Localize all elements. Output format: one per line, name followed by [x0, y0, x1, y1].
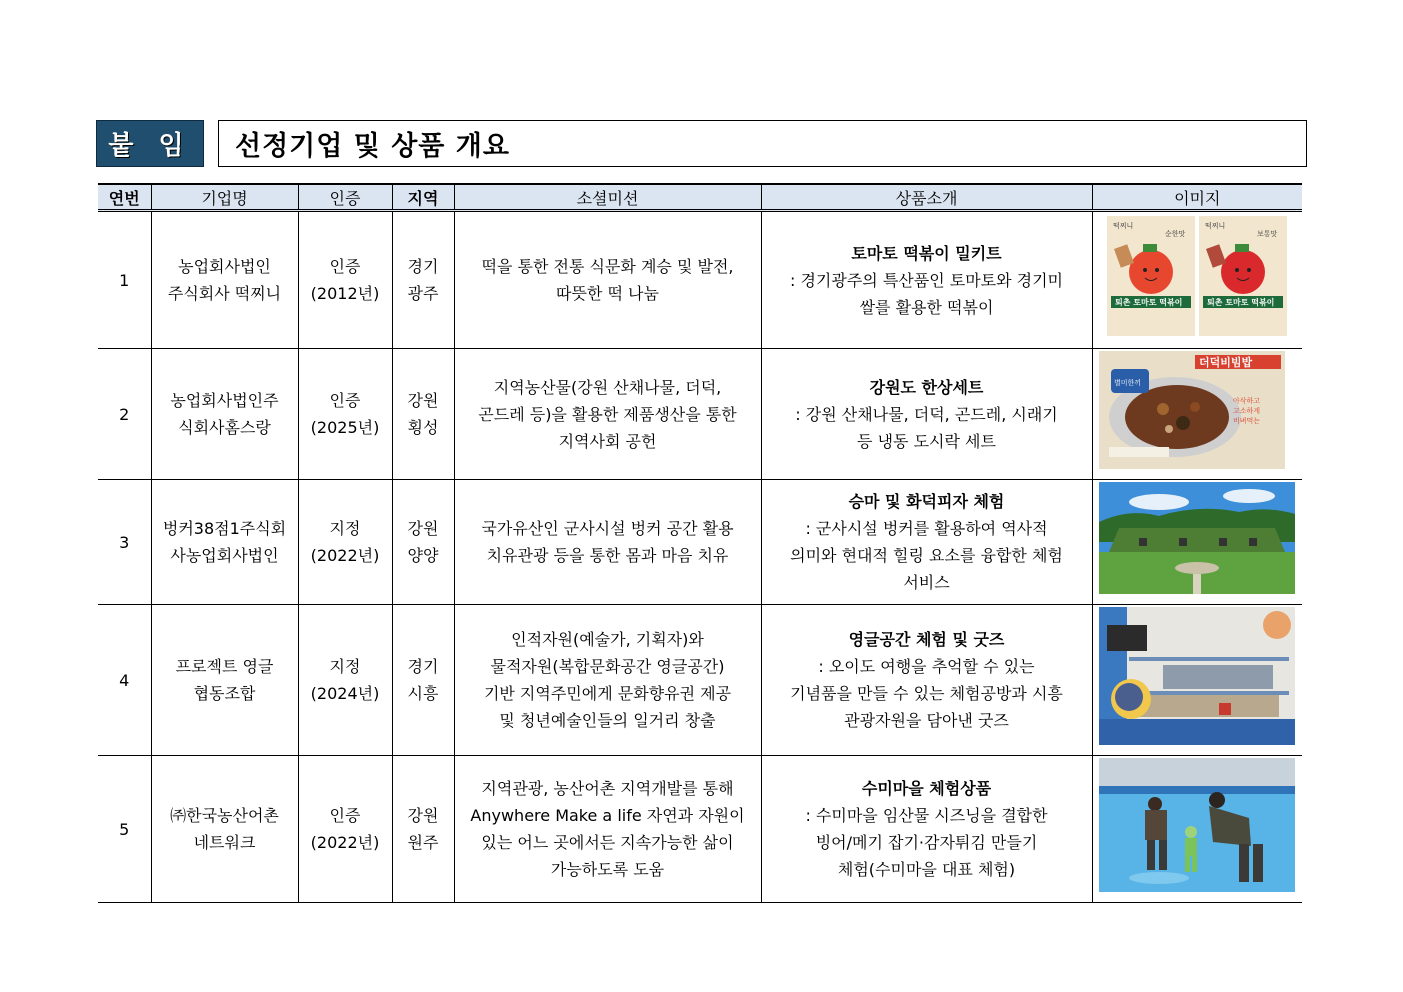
cert-status: 인증 (2025년): [298, 349, 392, 480]
svg-text:비벼먹는: 비벼먹는: [1233, 417, 1261, 425]
product-title: 승마 및 화덕피자 체험: [848, 492, 1005, 511]
row-number: 4: [98, 605, 151, 756]
page-title: 선정기업 및 상품 개요: [235, 131, 510, 162]
table-header-row: [98, 184, 1302, 211]
social-mission: 떡을 통한 전통 식문화 계승 및 발전, 따뜻한 떡 나눔: [454, 211, 761, 349]
cert-status: 지정 (2022년): [298, 480, 392, 605]
product-image-tteokbokki-package: [1099, 214, 1295, 338]
region: 강원 원주: [392, 756, 454, 903]
table-row: [98, 349, 1302, 480]
svg-text:떡찌니: 떡찌니: [1113, 222, 1134, 230]
package-right: [1199, 216, 1287, 336]
company-name: 벙커38점1주식회 사농업회사법인: [151, 480, 298, 605]
product-image-cell: [1092, 349, 1302, 480]
row-number: 5: [98, 756, 151, 903]
region: 경기 시흥: [392, 605, 454, 756]
social-mission: 국가유산인 군사시설 벙커 공간 활용 치유관광 등을 통한 몸과 마음 치유: [454, 480, 761, 605]
social-mission: 인적자원(예술가, 기획자)와 물적자원(복합문화공간 영글공간) 기반 지역주민에게 문화향유권 제공 및 청년예술인들의 일거리 창출: [454, 605, 761, 756]
row-number: 3: [98, 480, 151, 605]
product-intro: 수미마을 체험상품 : 수미마을 임산물 시즈닝을 결합한 빙어/메기 잡기·감자튀김 만들기 체험(수미마을 대표 체험): [761, 756, 1092, 903]
svg-text:아삭하고: 아삭하고: [1233, 397, 1261, 405]
product-image-fishing-pool: [1099, 758, 1295, 892]
region: 강원 양양: [392, 480, 454, 605]
product-title: 토마토 떡볶이 밀키트: [851, 243, 1002, 263]
svg-text:더덕비빔밥: 더덕비빔밥: [1199, 356, 1253, 369]
company-name: 농업회사법인주 식회사홈스랑: [151, 349, 298, 480]
company-table: [98, 183, 1302, 903]
svg-text:퇴촌 토마토 떡볶이: 퇴촌 토마토 떡볶이: [1207, 298, 1275, 307]
cert-status: 지정 (2024년): [298, 605, 392, 756]
table-row: [98, 480, 1302, 605]
cert-status: 인증 (2022년): [298, 756, 392, 903]
col-header-region: 지역: [392, 184, 454, 211]
row-number: 2: [98, 349, 151, 480]
col-header-mission: 소셜미션: [454, 184, 761, 211]
col-header-product: 상품소개: [761, 184, 1092, 211]
row-number: 1: [98, 211, 151, 349]
svg-text:별미한끼: 별미한끼: [1114, 379, 1142, 387]
product-title: 강원도 한상세트: [869, 377, 984, 397]
social-mission: 지역농산물(강원 산채나물, 더덕, 곤드레 등)을 활용한 제품생산을 통한 지역사회 공헌: [454, 349, 761, 480]
product-intro: 강원도 한상세트 : 강원 산채나물, 더덕, 곤드레, 시래기 등 냉동 도시락 세트: [761, 349, 1092, 480]
region: 강원 횡성: [392, 349, 454, 480]
product-image-bibimbap-box: [1099, 351, 1295, 469]
company-name: ㈜한국농산어촌 네트워크: [151, 756, 298, 903]
company-name: 프로젝트 영글 협동조합: [151, 605, 298, 756]
svg-text:퇴촌 토마토 떡볶이: 퇴촌 토마토 떡볶이: [1115, 298, 1183, 307]
product-image-cell: [1092, 211, 1302, 349]
svg-text:보통맛: 보통맛: [1257, 230, 1278, 238]
svg-text:떡찌니: 떡찌니: [1205, 222, 1226, 230]
product-title: 수미마을 체험상품: [861, 779, 992, 798]
attachment-badge: [96, 120, 204, 167]
product-title: 영글공간 체험 및 굿즈: [848, 630, 1005, 649]
table-row: [98, 211, 1302, 349]
product-intro: 승마 및 화덕피자 체험 : 군사시설 벙커를 활용하여 역사적 의미와 현대적 힐링 요소를 융합한 체험 서비스: [761, 480, 1092, 605]
col-header-company: 기업명: [151, 184, 298, 211]
table-row: [98, 756, 1302, 903]
table-row: [98, 605, 1302, 756]
svg-text:고소하게: 고소하게: [1233, 407, 1261, 415]
col-header-cert: 인증: [298, 184, 392, 211]
page-title-box: [218, 120, 1307, 167]
cert-status: 인증 (2012년): [298, 211, 392, 349]
company-name: 농업회사법인 주식회사 떡찌니: [151, 211, 298, 349]
col-header-image: 이미지: [1092, 184, 1302, 211]
region: 경기 광주: [392, 211, 454, 349]
social-mission: 지역관광, 농산어촌 지역개발를 통해 Anywhere Make a life 자연과 자원이 있는 어느 곳에서든 지속가능한 삶이 가능하도록 도움: [454, 756, 761, 903]
product-intro: 영글공간 체험 및 굿즈 : 오이도 여행을 추억할 수 있는 기념품을 만들 수 있는 체험공방과 시흥 관광자원을 담아낸 굿즈: [761, 605, 1092, 756]
svg-text:순한맛: 순한맛: [1165, 230, 1186, 238]
product-image-goods-shop: [1099, 607, 1295, 745]
product-image-cell: [1092, 756, 1302, 903]
col-header-no: 연번: [98, 184, 151, 211]
title-row: [96, 120, 1307, 167]
product-intro: 토마토 떡볶이 밀키트 : 경기광주의 특산품인 토마토와 경기미 쌀를 활용한 떡볶이: [761, 211, 1092, 349]
product-image-cell: [1092, 605, 1302, 756]
product-image-bunker-landscape: [1099, 482, 1295, 594]
product-image-cell: [1092, 480, 1302, 605]
package-left: [1107, 216, 1195, 336]
attachment-badge-label: 붙 임: [108, 131, 192, 161]
